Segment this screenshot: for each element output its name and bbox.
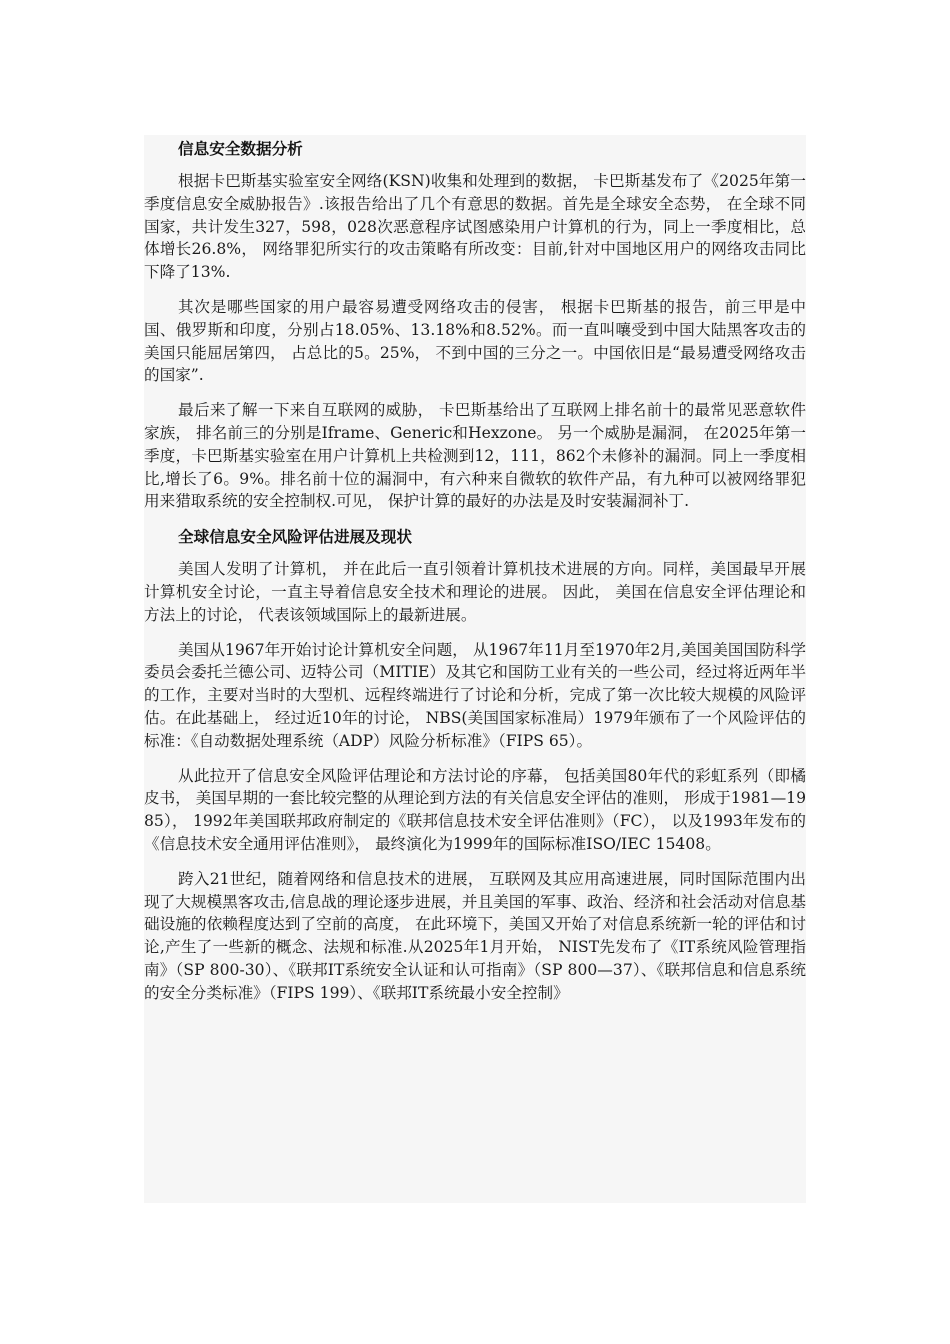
paragraph: 美国人发明了计算机， 并在此后一直引领着计算机技术进展的方向。同样，美国最早开展计算机安全讨论，一直主导着信息安全技术和理论的进展。 因此， 美国在信息安全评估理论和方法上的讨论， 代表该领域国际上的最新进展。 [144,560,806,624]
paragraph: 跨入21世纪，随着网络和信息技术的进展， 互联网及其应用高速进展，同时国际范围内出现了大规模黑客攻击,信息战的理论逐步进展，并且美国的军事、政治、经济和社会活动对信息基础设施的依赖程度达到了空前的高度， 在此环境下，美国又开始了对信息系统新一轮的评估和讨论,产生了一些新的概念、法规和标准.从2025年1月开始， NIST先发布了《IT系统风险管理指南》（SP 800-30）、《联邦IT系统安全认证和认可指南》（SP 800—37）、《联邦信息和信息系统的安全分类标准》（FIPS 199）、《联邦IT系统最小安全控制》 [144,869,806,1002]
section-data-analysis [144,137,806,513]
section-heading: 信息安全数据分析 [178,140,303,158]
document-page [144,135,806,1203]
paragraph: 其次是哪些国家的用户最容易遭受网络攻击的侵害， 根据卡巴斯基的报告，前三甲是中国、俄罗斯和印度，分别占18.05%、13.18%和8.52%。而一直叫嚷受到中国大陆黑客攻击的美国只能屈居第四， 占总比的5。25%， 不到中国的三分之一。中国依旧是“最易遭受网络攻击的国家”. [144,297,806,385]
paragraph: 从此拉开了信息安全风险评估理论和方法讨论的序幕， 包括美国80年代的彩虹系列（即橘皮书， 美国早期的一套比较完整的从理论到方法的有关信息安全评估的准则， 形成于1981—1985）， 1992年美国联邦政府制定的《联邦信息技术安全评估准则》（FC）， 以及1993年发布的《信息技术安全通用评估准则》， 最终演化为1999年的国际标准ISO/IEC 15408。 [144,766,806,853]
paragraph: 最后来了解一下来自互联网的威胁， 卡巴斯基给出了互联网上排名前十的最常见恶意软件家族， 排名前三的分别是Iframe、Generic和Hexzone。 另一个威胁是漏洞， 在2025年第一季度，卡巴斯基实验室在用户计算机上共检测到12，111，862个未修补的漏洞。同上一季度相比,增长了6。9%。排名前十位的漏洞中，有六种来自微软的软件产品，有九种可以被网络罪犯用来猎取系统的安全控制权.可见， 保护计算的最好的办法是及时安装漏洞补丁. [144,401,806,511]
section-risk-assessment [144,525,806,1004]
paragraph: 根据卡巴斯基实验室安全网络(KSN)收集和处理到的数据， 卡巴斯基发布了《2025年第一季度信息安全威胁报告》.该报告给出了几个有意思的数据。首先是全球安全态势， 在全球不同国家，共计发生327，598，028次恶意程序试图感染用户计算机的行为，同上一季度相比，总体增长26.8%， 网络罪犯所实行的攻击策略有所改变：目前,针对中国地区用户的网络攻击同比下降了13%. [144,172,806,282]
section-heading: 全球信息安全风险评估进展及现状 [178,528,412,547]
paragraph: 美国从1967年开始讨论计算机安全问题， 从1967年11月至1970年2月,美国美国国防科学委员会委托兰德公司、迈特公司（MITIE）及其它和国防工业有关的一些公司，经过将近两年半的工作，主要对当时的大型机、远程终端进行了讨论和分析，完成了第一次比较大规模的风险评估。在此基础上， 经过近10年的讨论， NBS(美国国家标准局）1979年颁布了一个风险评估的标准：《自动数据处理系统（ADP）风险分析标准》（FIPS 65）。 [144,640,806,750]
